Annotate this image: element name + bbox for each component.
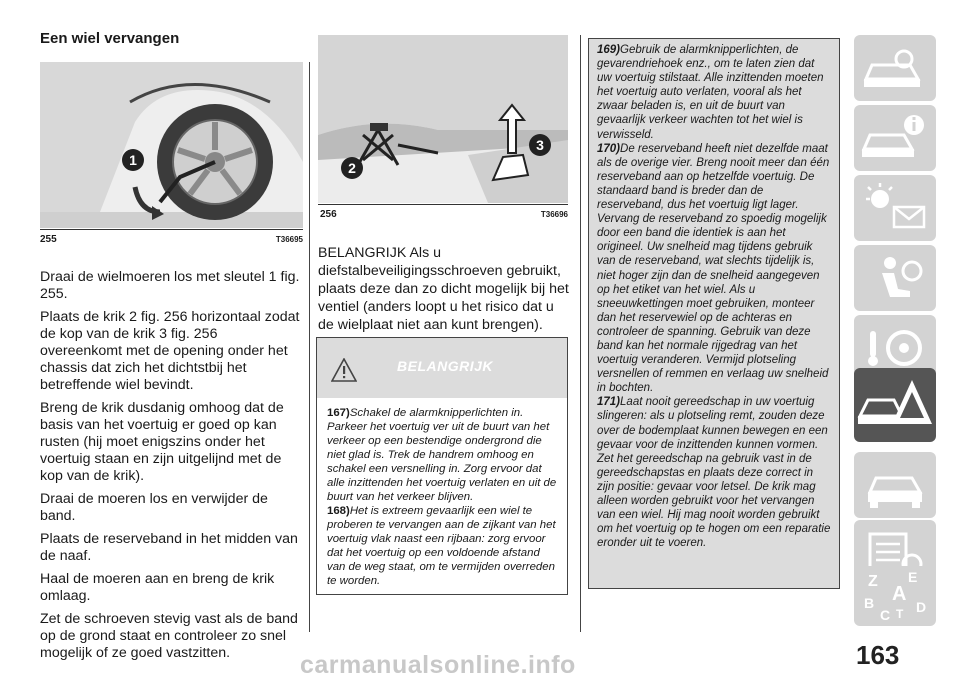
note-text: Schakel de alarmknipperlichten in. Parkeer het voertuig ver uit de buurt van het verkeer op een bestendige ondergrond die niet glad is. Trek de handrem omhoog en schakel een versnelling in. Zorg ervoor dat alle inzittenden het voertuig verlaten en uit de buurt van het verkeer blijven. (327, 407, 557, 503)
index-letter: T (896, 607, 904, 621)
warning-note (327, 504, 557, 588)
paragraph: Breng de krik dusdanig omhoog dat de basis van het voertuig er goed op kan rusten (hij moet enigszins onder het voertuig staan en zijn uitgelijnd met de kop van de krik). (40, 400, 284, 484)
tab-airbag-seat[interactable] (854, 245, 936, 311)
note-text: Het is extreem gevaarlijk een wiel te proberen te vervangen aan de zijkant van het voertuig vlak naast een rijbaan: zorg ervoor dat het voertuig op een voldoende afstand van de weg staat, om te vermijden overreden te worden. (327, 505, 556, 587)
note-number: 168) (327, 505, 350, 517)
note (597, 395, 831, 550)
figure-256-code: T36696 (540, 210, 568, 219)
jack-illustration (318, 35, 568, 203)
car-maintenance-icon (854, 452, 936, 518)
note-number: 167) (327, 407, 350, 419)
lights-message-icon (854, 175, 936, 241)
column-divider (309, 62, 310, 632)
tab-car-maintenance[interactable] (854, 452, 936, 518)
paragraph: Haal de moeren aan en breng de krik omlaag. (40, 571, 275, 604)
figure-256-rule (318, 204, 568, 205)
note-text: Gebruik de alarmknipperlichten, de gevarendriehoek enz., om te laten zien dat uw voertuig stilstaat. Alle inzittenden moeten het voertuig auto verlaten, vooral als het zwaar beladen is, en uit de buurt van gevaarlijk verkeer wachten tot het wiel is verwisseld. (597, 44, 824, 141)
note-number: 169) (597, 44, 621, 56)
column-divider (580, 35, 581, 632)
car-info-icon (854, 105, 936, 171)
watermark: carmanualsonline.info (300, 651, 576, 679)
warning-header (317, 338, 567, 398)
notes-text (589, 39, 839, 554)
tab-emergency[interactable] (854, 368, 936, 442)
index-abc-icon (854, 566, 936, 626)
index-letter: Z (868, 573, 878, 590)
index-letter: B (864, 595, 875, 611)
paragraph: Plaats de krik 2 fig. 256 horizontaal zodat de kop van de krik 3 fig. 256 overeenkomt met de opening onder het chassis dat zich het dichtstbij het betreffende wiel bevindt. (40, 309, 300, 393)
tab-lights-message[interactable] (854, 175, 936, 241)
note (597, 142, 831, 396)
left-column-text (40, 269, 302, 668)
middle-paragraph: BELANGRIJK Als u diefstalbeveiligingsschroeven gebruikt, plaats deze dan zo dicht mogelijk bij het ventiel (anders loopt u het risico dat u de wielplaat niet aan kunt brengen). (318, 245, 569, 333)
index-letter: D (916, 599, 927, 615)
warning-heading: BELANGRIJK (397, 358, 494, 374)
airbag-seat-icon (854, 245, 936, 311)
page-number: 163 (856, 640, 900, 670)
figure-255-code: T36695 (275, 235, 303, 244)
warning-box (316, 337, 568, 595)
note-number: 170) (597, 142, 621, 155)
paragraph: Draai de wielmoeren los met sleutel 1 fig. 255. (40, 269, 300, 302)
figure-255-number: 255 (40, 234, 57, 245)
emergency-warning-icon (854, 368, 936, 442)
warning-note (327, 406, 557, 504)
paragraph: Plaats de reserveband in het midden van de naaf. (40, 531, 298, 564)
note-text: De reserveband heeft niet dezelfde maat als de overige vier. Breng nooit meer dan één reserveband aan op hetzelfde voertuig. De standaard band is breder dan de reserveband, dus het voertuig ligt lager. Vervang de reserveband zo spoedig mogelijk door een band die identiek is aan het origineel. Uw snelheid mag tijdens gebruik van de reserveband, wat slechts tijdelijk is, niet hoger zijn dan de snelheid aangegeven op het etiket van het wiel. Als u sneeuwkettingen moet gebruiken, monteer dan het reservewiel op de achteras en controleer de spanning. Gebruik van deze band kan het normale rijgedrag van het voertuig veranderen. Vermijd plotseling versnellen of remmen en verlaag uw snelheid in bochten. (597, 142, 830, 395)
tab-car-dashboard[interactable] (854, 35, 936, 101)
paragraph: Zet de schroeven stevig vast als de band op de grond staat en controleer zo snel mogelijk of ze goed vastzitten. (40, 611, 298, 661)
index-letter: A (892, 583, 907, 605)
figure-256-callout-3: 3 (536, 137, 544, 153)
figure-256-number: 256 (320, 209, 337, 220)
figure-255-rule (40, 229, 303, 230)
note-number: 171) (597, 396, 621, 409)
index-letter: E (908, 569, 918, 585)
figure-255-image (40, 62, 303, 228)
figure-256-callout-2: 2 (348, 160, 356, 176)
tab-car-info[interactable] (854, 105, 936, 171)
tab-index[interactable] (854, 566, 936, 626)
index-letter: C (880, 607, 891, 623)
section-title: Een wiel vervangen (40, 30, 180, 47)
notes-box (588, 38, 840, 589)
car-dashboard-icon (854, 35, 936, 101)
note (597, 43, 831, 142)
figure-255-callout-1: 1 (129, 152, 137, 168)
wheel-wrench-illustration (40, 62, 303, 228)
note-text: Laat nooit gereedschap in uw voertuig slingeren: als u plotseling remt, zouden deze over de bodemplaat kunnen bewegen en een gevaar voor de inzittenden kunnen vormen. Zet het gereedschap na gebruik vast in de gereedschapstas en plaats deze correct in zijn positie: gevaar voor letsel. De krik mag alleen worden gebruikt voor het vervangen van een wiel. Hij mag nooit worden gebruikt om het voertuig op te hogen om een reparatie eronder uit te voeren. (597, 396, 831, 550)
paragraph: Draai de moeren los en verwijder de band. (40, 491, 268, 524)
warning-triangle-icon (331, 358, 357, 382)
warning-notes (317, 398, 567, 596)
figure-256-image (318, 35, 568, 203)
